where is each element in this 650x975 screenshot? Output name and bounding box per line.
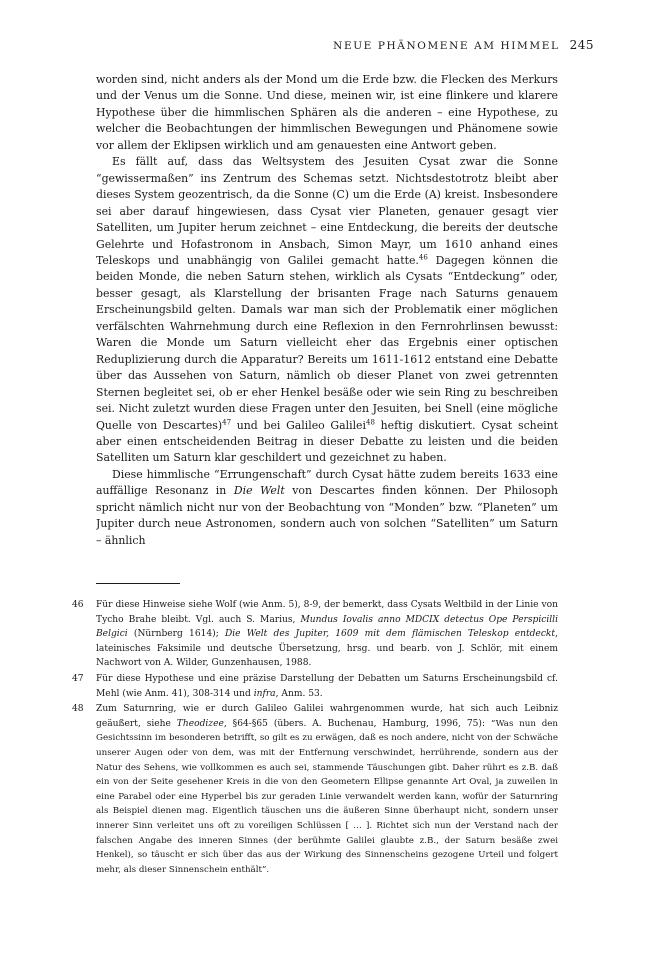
footnote-text: , Anm. 53. [275,688,323,699]
footnote-title: Mundus Iovalis anno MDCIX detectus Ope Perspicilli Belgici [96,614,558,640]
footnote-ref-48[interactable]: 48 [366,417,375,426]
footnote-title: Theodizee [176,718,224,729]
footnote-47 [72,672,558,701]
footnote-quote: “Was nun den Gesichtssinn im besonderen betrifft, so gilt es zu erwägen, daß es noch andere, nicht von der Schwäche unserer Augen oder von dem, was mit der Entfernung verschwindet, herrührende, sondern aus der Natur des Sehens, wie vollkommen es auch sei, stammende Täuschungen gibt. Daher rührt es z.B. daß ein von der Seite gesehener Kreis in die von den Geometern Ellipse genannte Art Oval, ja zuweilen in eine Parabel oder eine Hyperbel bis zur geraden Linie verwandelt werden kann, wofür der Saturnring als Beispiel dienen mag. Eigentlich täuschen uns die äußeren Sinne überhaupt nicht, sondern unser innerer Sinn verleitet uns oft zu voreiligen Schlüssen [ … ]. Richtet sich nun der Verstand nach der falschen Angabe des inneren Sinnes (der berühmte Galilei glaubte z.B., der Saturn besäße zwei Henkel), so täuscht er sich über das aus der Wirkung des Sinnenscheins gezogene Urteil und folgert mehr, als dieser Sinnenschein enthält”. [96,718,558,875]
footnote-text: , §64-§65 (übers. A. Buchenau, Hamburg, 1996, 75): [223,718,491,729]
paragraph-3 [96,467,558,549]
paragraph-3-part-b: von Descartes finden können. Der Philosoph spricht nämlich nicht nur von der Beobachtung von “Monden” bzw. “Planeten” um Jupiter durch neue Astronomen, sondern auch von solchen “Satelliten” um Saturn – ähnlich [96,484,558,547]
paragraph-1: worden sind, nicht anders als der Mond um die Erde bzw. die Flecken des Merkurs und der Venus um die Sonne. Und diese, meinen wir, ist eine flinkere und klarere Hypothese über die himmlischen Sphären als die anderen – eine Hypothese, zu welcher die Beobachtungen der himmlischen Bewegungen und Phänomene sowie vor allem der Eklipsen wirklich und am genauesten eine Antwort geben. [96,73,558,152]
paragraph-2-part-d: heftig diskutiert. Cysat scheint aber einen entscheidenden Beitrag in dieser Debatte zu leisten und die beiden Satelliten um Saturn klar geschildert und gezeichnet zu haben. [96,418,558,465]
footnote-separator [96,583,180,584]
running-head [333,38,594,54]
footnote-number: 48 [72,704,84,715]
footnote-48 [72,702,558,877]
footnote-title: Die Welt des Jupiter, 1609 mit dem flämischen Teleskop entdeckt [224,629,556,640]
running-title: NEUE PHÄNOMENE AM HIMMEL [333,40,560,52]
paragraph-2-part-a: Es fällt auf, dass das Weltsystem des Jesuiten Cysat zwar die Sonne “gewissermaßen” ins Zentrum des Schemas setzt. Nichtsdestotrotz bleibt aber dieses System geozentrisch, da die Sonne (C) um die Erde (A) kreist. Insbesondere sei aber darauf hingewiesen, dass Cysat vier Planeten, genauer gesagt vier Satelliten, um Jupiter herum zeichnet – eine Entdeckung, die bereits der deutsche Gelehrte und Hofastronom in Ansbach, Simon Mayr, um 1610 anhand eines Teleskops und unabhängig von Galilei gemacht hatte. [96,155,558,267]
paragraph-3-part-a: Diese himmlische “Errungenschaft” durch Cysat hätte zudem bereits 1633 eine auffällige Resonanz in [96,467,558,498]
paragraph-3-title: Die Welt [233,484,285,498]
page-number: 245 [569,38,594,52]
footnotes [72,598,558,946]
footnote-title: infra [253,688,276,699]
footnote-ref-46[interactable]: 46 [418,253,428,262]
paragraph-2-part-b: Dagegen können die beiden Monde, die neben Saturn stehen, wirklich als Cysats “Entdeckung” oder, besser gesagt, als Klarstellung der brisanten Frage nach Saturns genauem Erscheinungsbild gelten. Damals war man sich der Problematik einer möglichen verfälschten Wahrnehmung durch eine Reflexion in den Fernrohrlinsen bewusst: Waren die Monde um Saturn vielleicht eher das Ergebnis einer optischen Reduplizierung durch die Apparatur? Bereits um 1611-1612 entstand eine Debatte über das Aussehen von Saturn, nämlich ob dieser Planet von zwei getrennten Sternen begleitet sei, ob er eher Henkel besäße oder wie sein Ring zu beschreiben sei. Nicht zuletzt wurden diese Fragen unter den Jesuiten, bei Snell (eine mögliche Quelle von Descartes) [96,253,558,432]
footnote-text: Für diese Hinweise siehe Wolf (wie Anm. 5), 8-9, der bemerkt, dass Cysats Weltbild in der Linie von Tycho Brahe bleibt. Vgl. auch S. Marius, [96,600,558,625]
footnote-text: Für diese Hypothese und eine präzise Darstellung der Debatten um Saturns Erscheinungsbild cf. Mehl (wie Anm. 41), 308-314 und [96,673,558,699]
footnote-text: , lateinisches Faksimile und deutsche Übersetzung, hrsg. und bearb. von J. Schlör, mit einem Nachwort von A. Wilder, Gunzenhausen, 1988. [96,629,558,669]
footnote-ref-47[interactable]: 47 [222,417,232,426]
footnote-text: Zum Saturnring, wie er durch Galileo Galilei wahrgenommen wurde, hat sich auch Leibniz geäußert, siehe [96,704,558,729]
footnote-number: 46 [72,600,84,610]
footnote-number: 47 [72,673,84,684]
paragraph-2 [96,154,558,467]
paragraph-2-part-c: und bei Galileo Galilei [231,418,366,432]
footnote-46 [72,598,558,671]
footnote-text: (Nürnberg 1614); [127,629,225,640]
main-text [96,72,558,564]
